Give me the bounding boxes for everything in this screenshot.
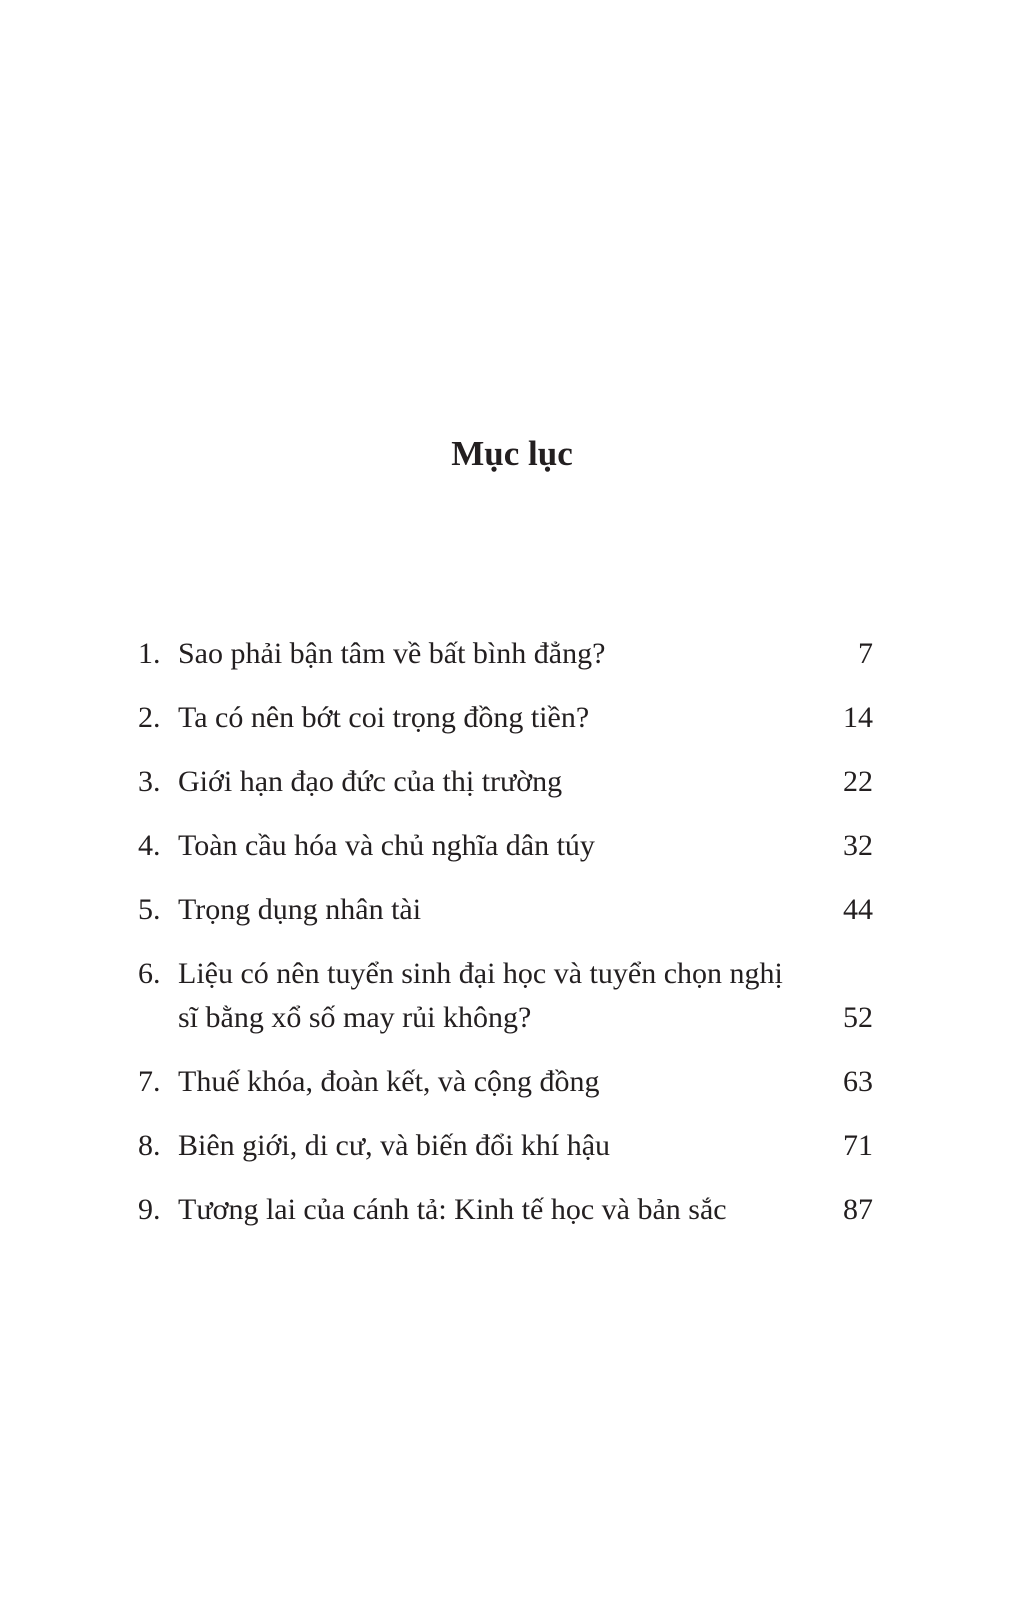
entry-title: Giới hạn đạo đức của thị trường	[178, 765, 563, 798]
toc-entry	[138, 1060, 873, 1104]
entry-number: 5.	[138, 893, 161, 926]
entry-title: Ta có nên bớt coi trọng đồng tiền?	[178, 701, 590, 734]
toc-entry	[138, 952, 873, 1040]
toc-entry	[138, 696, 873, 740]
toc-entry	[138, 760, 873, 804]
toc-entry	[138, 824, 873, 868]
toc-entry	[138, 888, 873, 932]
entry-page-number: 63	[843, 1065, 873, 1098]
table-of-contents	[138, 632, 873, 1252]
entry-page-number: 52	[843, 1001, 873, 1034]
entry-title: Toàn cầu hóa và chủ nghĩa dân túy	[178, 829, 595, 862]
entry-page-number: 7	[858, 637, 873, 670]
entry-number: 7.	[138, 1065, 161, 1098]
entry-page-number: 44	[843, 893, 873, 926]
entry-number: 1.	[138, 637, 161, 670]
entry-page-number: 87	[843, 1193, 873, 1226]
entry-title: Biên giới, di cư, và biến đổi khí hậu	[178, 1129, 611, 1162]
entry-title: Tương lai của cánh tả: Kinh tế học và bản sắc	[178, 1193, 727, 1226]
entry-page-number: 32	[843, 829, 873, 862]
entry-title: Liệu có nên tuyển sinh đại học và tuyển chọn nghị sĩ bằng xổ số may rủi không?	[178, 957, 783, 1034]
entry-title: Thuế khóa, đoàn kết, và cộng đồng	[178, 1065, 600, 1098]
entry-number: 4.	[138, 829, 161, 862]
entry-page-number: 14	[843, 701, 873, 734]
entry-title: Sao phải bận tâm về bất bình đẳng?	[178, 637, 606, 670]
entry-number: 9.	[138, 1193, 161, 1226]
entry-number: 3.	[138, 765, 161, 798]
page-title: Mục lục	[451, 434, 573, 473]
entry-title: Trọng dụng nhân tài	[178, 893, 422, 926]
entry-page-number: 71	[843, 1129, 873, 1162]
toc-entry	[138, 632, 873, 676]
toc-entry	[138, 1124, 873, 1168]
entry-number: 8.	[138, 1129, 161, 1162]
entry-page-number: 22	[843, 765, 873, 798]
entry-number: 2.	[138, 701, 161, 734]
toc-entry	[138, 1188, 873, 1232]
entry-number: 6.	[138, 957, 161, 990]
